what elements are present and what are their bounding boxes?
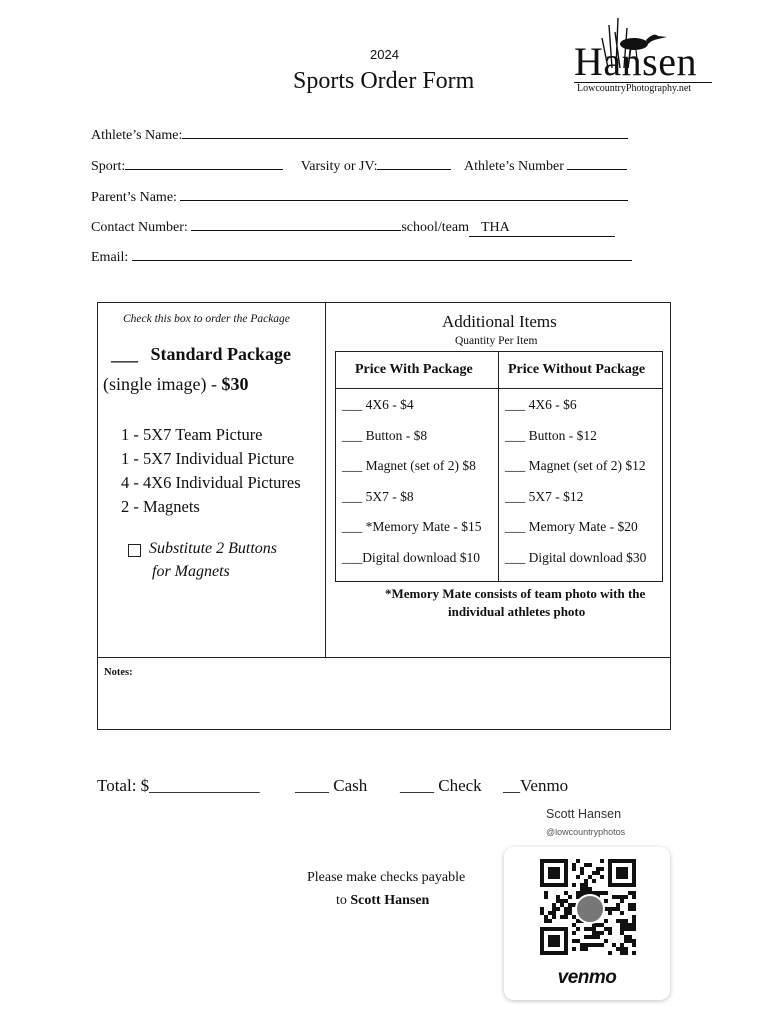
- venmo-handle: @lowcountryphotos: [546, 827, 626, 837]
- form-year: 2024: [370, 47, 399, 62]
- qr-module: [556, 875, 560, 879]
- total-field[interactable]: Total: $_____________: [97, 776, 260, 795]
- qr-module: [620, 899, 624, 903]
- qr-module: [632, 943, 636, 947]
- qr-module: [596, 935, 600, 939]
- package-item: 1 - 5X7 Team Picture: [121, 425, 263, 444]
- column-header-with-package: Price With Package: [355, 362, 473, 377]
- page-title: Sports Order Form: [293, 68, 475, 94]
- qr-module: [608, 931, 612, 935]
- additional-items-subtitle: Quantity Per Item: [455, 335, 538, 347]
- additional-items-title: Additional Items: [442, 312, 557, 331]
- logo-wordmark: Hansen: [574, 39, 697, 84]
- memory-mate-footnote-1: *Memory Mate consists of team photo with the: [385, 586, 646, 601]
- qr-module: [620, 911, 624, 915]
- school-value: THA: [480, 220, 510, 235]
- package-check-hint: Check this box to order the Package: [123, 313, 290, 325]
- with-package-list: [342, 390, 481, 573]
- athlete-name-field[interactable]: [182, 124, 628, 139]
- qr-module: [580, 871, 584, 875]
- package-check-blank[interactable]: ___: [111, 344, 138, 364]
- qr-module: [600, 859, 604, 863]
- with-package-item[interactable]: ___Digital download $10: [342, 549, 480, 565]
- qr-module: [588, 863, 592, 867]
- with-package-item[interactable]: ___ Button - $8: [342, 427, 428, 443]
- hansen-logo: [572, 10, 717, 98]
- athlete-name-label: Athlete’s Name:: [91, 128, 183, 143]
- qr-module: [600, 931, 604, 935]
- qr-module: [632, 883, 636, 887]
- venmo-option[interactable]: __Venmo: [503, 776, 569, 795]
- qr-module: [556, 907, 560, 911]
- package-price-prefix: (single image) -: [103, 374, 222, 394]
- qr-module: [576, 875, 580, 879]
- parent-name-field[interactable]: [180, 186, 628, 201]
- sport-field[interactable]: [125, 155, 283, 170]
- qr-module: [604, 891, 608, 895]
- order-box-divider-horizontal: [97, 657, 671, 658]
- without-package-item[interactable]: ___ Magnet (set of 2) $12: [505, 458, 646, 473]
- athlete-number-label: Athlete’s Number: [463, 159, 564, 174]
- venmo-logo: venmo: [557, 967, 617, 988]
- with-package-item[interactable]: ___ 4X6 - $4: [342, 397, 414, 412]
- venmo-qr-card[interactable]: [504, 847, 670, 1000]
- qr-module: [632, 907, 636, 911]
- school-label: school/team: [401, 220, 469, 235]
- without-package-item[interactable]: ___ Digital download $30: [505, 549, 647, 565]
- package-item: 1 - 5X7 Individual Picture: [121, 449, 295, 468]
- qr-module: [600, 943, 604, 947]
- qr-module: [592, 879, 596, 883]
- cash-option[interactable]: ____ Cash: [295, 776, 368, 795]
- checks-payable-line1: Please make checks payable: [307, 870, 466, 885]
- checks-payable-name: Scott Hansen: [350, 893, 430, 908]
- qr-module: [632, 895, 636, 899]
- varsity-label: Varsity or JV:: [300, 159, 378, 174]
- package-title-row: [111, 344, 291, 365]
- package-item: 4 - 4X6 Individual Pictures: [121, 473, 301, 492]
- package-price-row: [103, 374, 248, 395]
- varsity-field[interactable]: [377, 155, 451, 170]
- order-box-divider-vertical: [325, 302, 326, 657]
- table-header-divider: [335, 388, 663, 389]
- contact-row: [91, 216, 615, 237]
- with-package-item[interactable]: ___ Magnet (set of 2) $8: [342, 458, 476, 473]
- qr-module: [604, 939, 608, 943]
- table-column-divider: [498, 351, 499, 582]
- sport-label: Sport:: [91, 159, 126, 174]
- qr-module: [576, 859, 580, 863]
- email-label: Email:: [91, 250, 129, 265]
- contact-label: Contact Number:: [91, 220, 188, 235]
- notes-label: Notes:: [104, 667, 133, 678]
- qr-module: [544, 895, 548, 899]
- qr-module: [572, 931, 576, 935]
- qr-module: [564, 951, 568, 955]
- qr-module: [632, 951, 636, 955]
- without-package-list: [505, 390, 646, 573]
- package-price: $30: [221, 374, 249, 394]
- notes-field[interactable]: [99, 684, 669, 728]
- with-package-item[interactable]: ___ *Memory Mate - $15: [342, 519, 482, 534]
- qr-module: [600, 875, 604, 879]
- qr-module: [632, 927, 636, 931]
- qr-module: [568, 895, 572, 899]
- qr-module: [556, 943, 560, 947]
- email-row: [91, 246, 632, 266]
- qr-module: [624, 951, 628, 955]
- parent-name-row: [91, 186, 628, 206]
- qr-module: [584, 947, 588, 951]
- checks-payable-prefix: to: [336, 893, 351, 908]
- athlete-name-row: [91, 124, 628, 144]
- venmo-name: Scott Hansen: [546, 807, 622, 821]
- qr-module: [564, 915, 568, 919]
- email-field[interactable]: [132, 246, 632, 261]
- contact-field[interactable]: [191, 216, 401, 231]
- qr-module: [624, 875, 628, 879]
- qr-avatar: [575, 894, 605, 924]
- qr-module: [548, 919, 552, 923]
- qr-module: [604, 919, 608, 923]
- qr-module: [572, 867, 576, 871]
- qr-module: [572, 883, 576, 887]
- sport-row: [91, 155, 627, 175]
- package-name: Standard Package: [150, 344, 292, 364]
- qr-module: [564, 883, 568, 887]
- parent-name-label: Parent’s Name:: [91, 190, 177, 205]
- school-field[interactable]: [469, 220, 615, 237]
- substitute-label-2: for Magnets: [152, 563, 230, 580]
- qr-module: [572, 947, 576, 951]
- checks-payable-line2: [336, 893, 429, 909]
- athlete-number-field[interactable]: [567, 155, 627, 170]
- without-package-item[interactable]: ___ 4X6 - $6: [505, 397, 577, 412]
- package-items-list: [121, 423, 301, 519]
- without-package-item[interactable]: ___ 5X7 - $12: [505, 488, 584, 504]
- substitute-label-1: Substitute 2 Buttons: [149, 540, 277, 557]
- substitute-checkbox[interactable]: [128, 544, 141, 557]
- qr-module: [608, 951, 612, 955]
- memory-mate-footnote-2: individual athletes photo: [448, 604, 586, 619]
- without-package-item[interactable]: ___ Memory Mate - $20: [505, 519, 638, 534]
- qr-module: [576, 927, 580, 931]
- qr-module: [608, 911, 612, 915]
- qr-module: [552, 915, 556, 919]
- qr-module: [624, 895, 628, 899]
- qr-module: [600, 867, 604, 871]
- check-option[interactable]: ____ Check: [400, 776, 482, 795]
- qr-module: [604, 899, 608, 903]
- logo-url: LowcountryPhotography.net: [577, 83, 692, 94]
- package-item: 2 - Magnets: [121, 497, 200, 516]
- without-package-item[interactable]: ___ Button - $12: [505, 427, 597, 443]
- column-header-without-package: Price Without Package: [508, 362, 646, 377]
- with-package-item[interactable]: ___ 5X7 - $8: [342, 488, 414, 504]
